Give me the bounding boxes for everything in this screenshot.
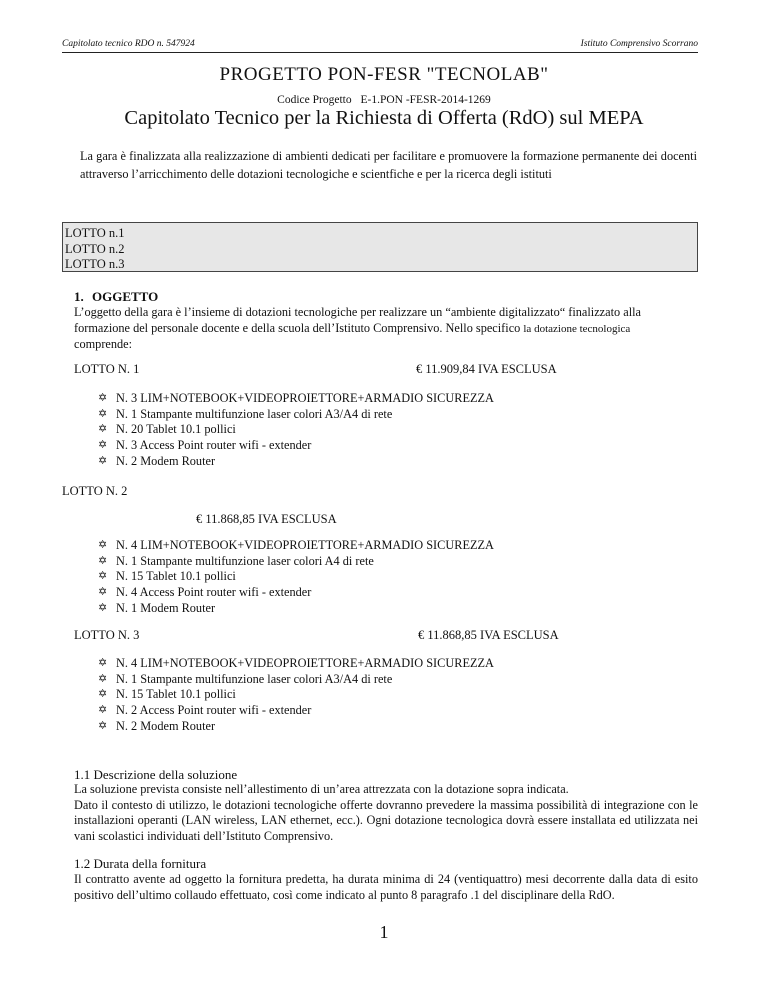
list-item-text: N. 4 LIM+NOTEBOOK+VIDEOPROIETTORE+ARMADIO SICUREZZA	[116, 538, 494, 552]
star-bullet-icon: ✡	[98, 407, 108, 420]
list-item-text: N. 15 Tablet 10.1 pollici	[116, 569, 236, 584]
section-body-small: la dotazione tecnologica	[523, 322, 631, 335]
header-left: Capitolato tecnico RDO n. 547924	[62, 39, 195, 49]
list-item-text: N. 1 Stampante multifunzione laser colori A4 di rete	[116, 553, 374, 568]
list-item	[98, 538, 494, 554]
list-item	[98, 585, 494, 601]
list-item-text: N. 4 LIM+NOTEBOOK+VIDEOPROIETTORE+ARMADIO SICUREZZA	[116, 656, 494, 670]
list-item	[98, 687, 494, 703]
lot-1-price: € 11.909,84 IVA ESCLUSA	[416, 362, 557, 376]
running-header	[62, 38, 698, 53]
list-item-text: N. 15 Tablet 10.1 pollici	[116, 687, 236, 702]
lots-box-line: LOTTO n.1	[65, 226, 125, 240]
subsection-1-2-heading: 1.2 Durata della fornitura	[74, 856, 207, 871]
lots-box-line: LOTTO n.3	[65, 257, 125, 271]
star-bullet-icon: ✡	[98, 688, 108, 701]
list-item-text: N. 4 Access Point router wifi - extender	[116, 585, 312, 600]
star-bullet-icon: ✡	[98, 423, 108, 436]
intro-paragraph: La gara è finalizzata alla realizzazione di ambienti dedicati per facilitare e promuovere la formazione permanente dei docenti attraverso l’arricchimento delle dotazioni tecnologiche e scientfiche e per la ricerca degli istituti	[80, 149, 697, 181]
list-item	[98, 703, 494, 719]
subsection-1-2-body: Il contratto avente ad oggetto la fornitura predetta, ha durata minima di 24 (ventiquattro) mesi decorrente dalla data di esito positivo dell’ultimo collaudo effettuato, così come indicato al punto 8 paragrafo .1 del disciplinare della RdO.	[74, 872, 698, 902]
list-item	[98, 438, 494, 454]
section-title: OGGETTO	[92, 289, 159, 304]
list-item	[98, 391, 494, 407]
list-item-text: N. 20 Tablet 10.1 pollici	[116, 422, 236, 437]
list-item-text: N. 3 Access Point router wifi - extender	[116, 438, 312, 453]
star-bullet-icon: ✡	[98, 586, 108, 599]
paragraph: Dato il contesto di utilizzo, le dotazioni tecnologiche offerte dovranno prevedere la massima possibilità di integrazione con le installazioni operanti (LAN wireless, LAN ethernet, ecc.). Ogni dotazione tecnologica dovrà essere installata ed utilizzata nei vani scolastici individuati dell’Istituto Comprensivo.	[74, 797, 698, 844]
page-number: 1	[379, 922, 389, 942]
list-item	[98, 407, 494, 423]
list-item	[98, 719, 494, 735]
list-item	[98, 454, 494, 470]
list-item-text: N. 1 Modem Router	[116, 600, 216, 615]
subsection-1-1-body	[74, 782, 698, 845]
lot-3-items	[98, 656, 494, 735]
star-bullet-icon: ✡	[98, 570, 108, 583]
lot-3-label: LOTTO N. 3	[74, 628, 140, 642]
project-code-label: Codice Progetto	[277, 94, 352, 106]
list-item	[98, 656, 494, 672]
lot-2-items	[98, 538, 494, 617]
star-bullet-icon: ✡	[98, 554, 108, 567]
section-number: 1.	[74, 289, 84, 304]
section-heading	[74, 289, 158, 305]
list-item	[98, 672, 494, 688]
list-item	[98, 601, 494, 617]
project-title: PROGETTO PON-FESR "TECNOLAB"	[219, 64, 549, 85]
list-item-text: N. 1 Stampante multifunzione laser colori A3/A4 di rete	[116, 671, 393, 686]
header-right: Istituto Comprensivo Scorrano	[580, 39, 698, 49]
star-bullet-icon: ✡	[98, 704, 108, 717]
star-bullet-icon: ✡	[98, 657, 108, 669]
section-body	[74, 305, 698, 353]
star-bullet-icon: ✡	[98, 392, 108, 404]
list-item	[98, 422, 494, 438]
subsection-1-1-heading: 1.1 Descrizione della soluzione	[74, 767, 238, 782]
list-item-text: N. 2 Access Point router wifi - extender	[116, 703, 312, 718]
lot-2-price: € 11.868,85 IVA ESCLUSA	[196, 512, 337, 526]
section-body-end: comprende:	[74, 337, 133, 351]
lot-1-label: LOTTO N. 1	[74, 362, 140, 376]
project-code	[0, 94, 768, 106]
list-item-text: N. 3 LIM+NOTEBOOK+VIDEOPROIETTORE+ARMADIO SICUREZZA	[116, 391, 494, 405]
lots-box	[62, 222, 698, 272]
star-bullet-icon: ✡	[98, 454, 108, 467]
star-bullet-icon: ✡	[98, 719, 108, 732]
list-item-text: N. 2 Modem Router	[116, 718, 216, 733]
lot-3-price: € 11.868,85 IVA ESCLUSA	[418, 628, 559, 642]
star-bullet-icon: ✡	[98, 601, 108, 614]
star-bullet-icon: ✡	[98, 539, 108, 551]
project-code-value: E-1.PON -FESR-2014-1269	[360, 94, 491, 106]
list-item-text: N. 2 Modem Router	[116, 453, 216, 468]
section-body-text: L’oggetto della gara è l’insieme di dotazioni tecnologiche per realizzare un “ambiente digitalizzato“ finalizzato alla formazione del personale docente e della scuola dell’Istituto Comprensivo. Nello specifico	[74, 305, 641, 335]
list-item-text: N. 1 Stampante multifunzione laser colori A3/A4 di rete	[116, 406, 393, 421]
lot-1-items	[98, 391, 494, 470]
list-item	[98, 554, 494, 570]
paragraph: La soluzione prevista consiste nell’allestimento di un’area attrezzata con la dotazione sopra indicata.	[74, 782, 569, 796]
lot-2-label: LOTTO N. 2	[62, 484, 128, 498]
star-bullet-icon: ✡	[98, 672, 108, 685]
document-title: Capitolato Tecnico per la Richiesta di Offerta (RdO) sul MEPA	[124, 107, 644, 129]
list-item	[98, 569, 494, 585]
lots-box-line: LOTTO n.2	[65, 241, 125, 256]
star-bullet-icon: ✡	[98, 439, 108, 452]
